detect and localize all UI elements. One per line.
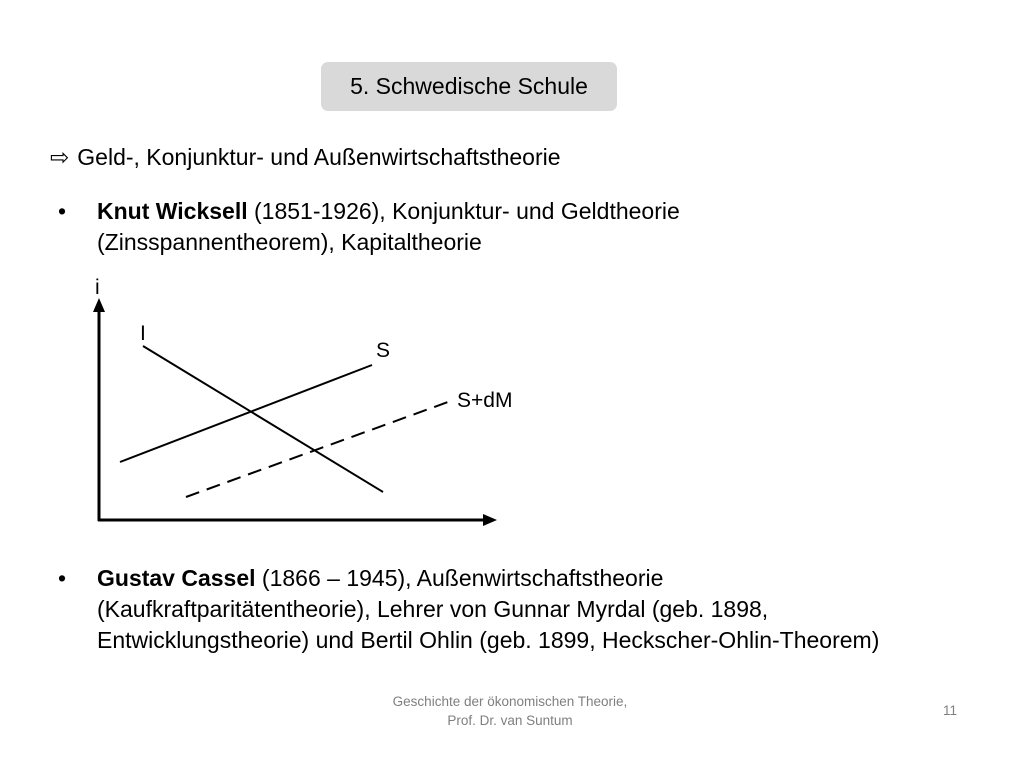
y-axis-arrowhead (93, 298, 105, 312)
curve-s-label: S (376, 339, 391, 362)
bullet-icon: • (58, 565, 67, 591)
footer-author: Prof. Dr. van Suntum (447, 713, 573, 728)
curve-sdm-label: S+dM (457, 389, 513, 412)
slide-title-text: 5. Schwedische Schule (350, 73, 588, 99)
bullet-cassel-line1: (1866 – 1945), Außenwirtschaftstheorie (255, 565, 664, 591)
x-axis-arrowhead (483, 514, 497, 526)
bullet-wicksell-line2: (Zinsspannentheorem), Kapitaltheorie (97, 229, 482, 255)
y-axis-label: i (95, 276, 100, 299)
page-number: 11 (942, 703, 957, 718)
investment-curve (143, 346, 383, 492)
footer-course: Geschichte der ökonomischen Theorie, (392, 694, 628, 709)
bullet-icon: • (58, 198, 67, 224)
bullet-wicksell-line1: (1851-1926), Konjunktur- und Geldtheorie (247, 198, 680, 224)
subtitle-text: Geld-, Konjunktur- und Außenwirtschaftstheorie (77, 144, 561, 170)
footer (360, 692, 660, 730)
bullet-cassel-line2: (Kaufkraftparitätentheorie), Lehrer von Gunnar Myrdal (geb. 1898, (97, 596, 769, 622)
savings-money-curve (186, 402, 448, 497)
savings-curve (120, 365, 372, 462)
arrow-right-icon: ⇨ (50, 144, 70, 170)
curve-i-label: I (140, 322, 146, 345)
bullet-cassel-line3: Entwicklungstheorie) und Bertil Ohlin (geb. 1899, Heckscher-Ohlin-Theorem) (97, 627, 880, 653)
bullet-cassel-text (97, 563, 879, 656)
person-name-wicksell: Knut Wicksell (97, 198, 248, 224)
person-name-cassel: Gustav Cassel (97, 565, 256, 591)
